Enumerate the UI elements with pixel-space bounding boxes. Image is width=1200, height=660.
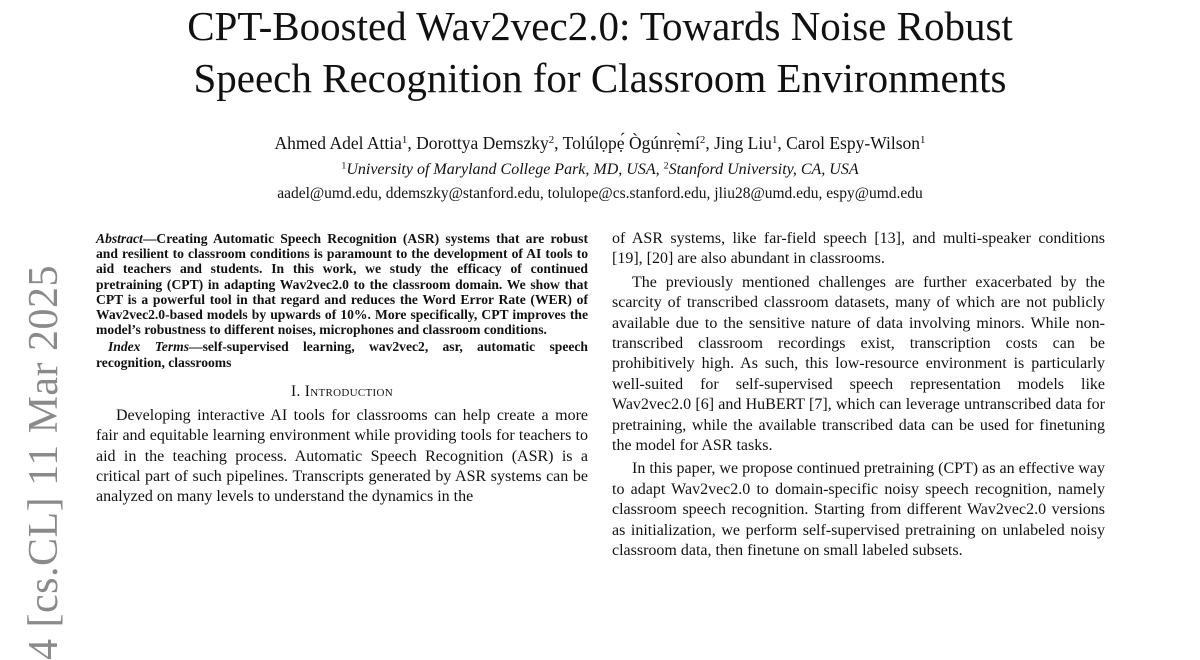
right-column <box>612 229 1105 562</box>
abstract-text: —Creating Automatic Speech Recognition (ASR) systems that are robust and resilient to classroom conditions is paramount to the development of AI tools to aid teachers and students. In this work, we study the efficacy of continued pretraining (CPT) in adapting Wav2vec2.0 to the classroom domain. We show that CPT is a powerful tool in that regard and reduces the Word Error Rate (WER) of Wav2vec2.0-based models by upwards of 10%. More specifically, CPT improves the model’s robustness to different noises, microphones and classroom conditions. <box>96 231 588 338</box>
affiliation: University of Maryland College Park, MD, USA, <box>346 161 664 178</box>
author: Tolúlọpẹ́ $Ògúnrẹ̀mí^2$, <box>562 133 715 153</box>
section-heading-introduction: I. Introduction <box>290 382 393 400</box>
arxiv-stamp: 4 [cs.CL] 11 Mar 2025 <box>21 264 67 660</box>
author-list <box>100 132 1100 154</box>
index-terms-text: —self-supervised learning, wav2vec2, asr, automatic speech recognition, classrooms <box>96 339 588 370</box>
paragraph: Developing interactive AI tools for classrooms can help create a more fair and equitable learning environment while providing tools for teachers to aid in the teaching process. Automatic Speech Recognition (ASR) is a critical part of such pipelines. Transcripts generated by ASR systems can be analyzed on many levels to understand the dynamics in the <box>96 406 588 506</box>
paragraph: The previously mentioned challenges are further exacerbated by the scarcity of transcribed classroom datasets, many of which are not publicly available due to the sensitive nature of data involving minors. While non-transcribed classroom recordings exist, transcription costs can be prohibitively high. As such, this low-resource environment is particularly well-suited for self-supervised speech representation models like Wav2vec2.0 [6] and HuBERT [7], which can leverage untranscribed data for pretraining, while the available transcribed data can be used for finetuning the model for ASR tasks. <box>612 273 1105 455</box>
index-terms-label: Index Terms <box>108 339 189 355</box>
abstract <box>96 231 588 337</box>
left-body-text <box>96 406 588 508</box>
author: Ahmed Adel Attia$^1$, <box>274 133 417 153</box>
affiliation: Stanford University, CA, USA <box>668 161 859 178</box>
title-line-2: Speech Recognition for Classroom Environments <box>193 55 1007 101</box>
title-line-1: CPT-Boosted Wav2vec2.0: Towards Noise Robust <box>187 3 1013 49</box>
author: Dorottya Demszky$^2$, <box>416 133 563 153</box>
affiliation-number: 1 <box>341 160 347 172</box>
affiliation-number: 2 <box>663 160 669 172</box>
affiliations <box>100 159 1100 181</box>
paragraph: In this paper, we propose continued pretraining (CPT) as an effective way to adapt Wav2vec2.0 to domain-specific noisy speech recognition, namely classroom speech recognition. Starting from different Wav2vec2.0 versions as initialization, we perform self-supervised pretraining on unlabeled noisy classroom data, then finetune on small labeled subsets. <box>612 460 1105 560</box>
left-column <box>96 231 588 508</box>
author: Jing Liu$^1$, <box>714 133 787 153</box>
author: Carol Espy-Wilson$^1$ <box>786 133 926 153</box>
paper-title <box>100 0 1100 104</box>
paragraph: of ASR systems, like far-field speech [13], and multi-speaker conditions [19], [20] are also abundant in classrooms. <box>612 230 1105 268</box>
abstract-label: Abstract <box>96 231 143 246</box>
author-emails: aadel@umd.edu, ddemszky@stanford.edu, tolulope@cs.stanford.edu, jliu28@umd.edu, espy@umd.edu <box>277 185 923 202</box>
index-terms <box>96 339 588 369</box>
